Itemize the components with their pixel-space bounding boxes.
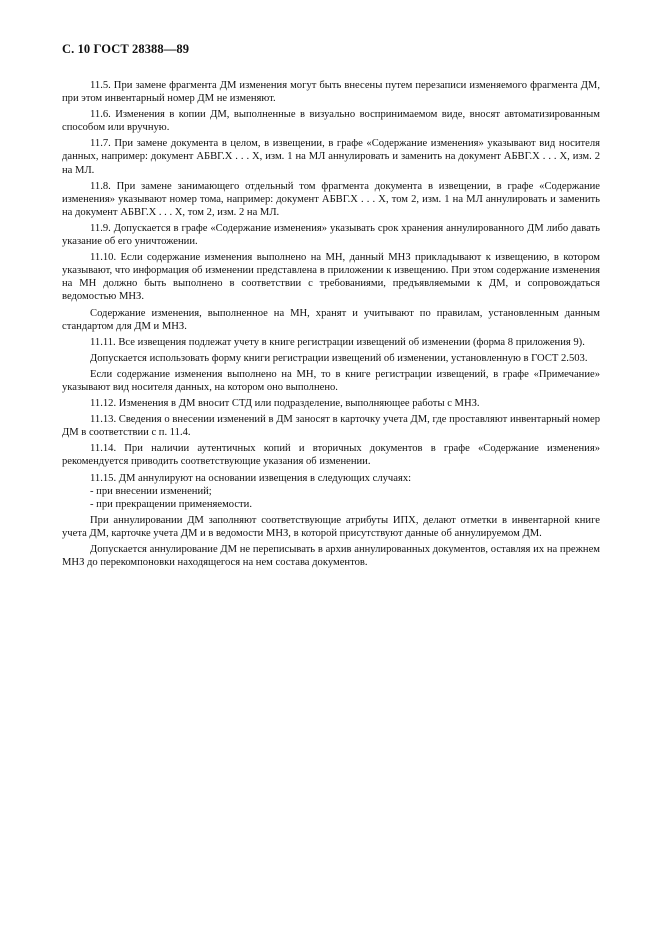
paragraph-11-12: 11.12. Изменения в ДМ вносит СТД или подразделение, выполняющее работы с МНЗ. xyxy=(90,398,480,410)
list-item: - при прекращении применяемости. xyxy=(90,498,252,510)
page-header: С. 10 ГОСТ 28388—89 xyxy=(62,42,190,56)
list-item: - при внесении изменений; xyxy=(90,485,212,497)
paragraph-annulment: При аннулировании ДМ заполняют соответствующие атрибуты ИПХ, делают отметки в инвентарной книге учета ДМ, карточке учета ДМ и в ведомости МНЗ, в которой присутствуют данные об аннулируемом ДМ. xyxy=(62,514,600,539)
paragraph-11-9: 11.9. Допускается в графе «Содержание изменения» указывать срок хранения аннулированного ДМ либо давать указание об его уничтожении. xyxy=(62,222,600,248)
paragraph-11-7: 11.7. При замене документа в целом, в извещении, в графе «Содержание изменения» указывают вид носителя данных, например: документ АБВГ.Х . . . Х, изм. 1 на МЛ аннулировать и заменить на документ АБВГ.Х . . . Х, изм. 2 на МЛ. xyxy=(62,138,600,176)
paragraph-11-15: 11.15. ДМ аннулируют на основании извещения в следующих случаях: xyxy=(90,472,412,484)
paragraph-11-10: 11.10. Если содержание изменения выполнено на МН, данный МНЗ прикладывают к извещению, в котором указывают, что информация об изменении представлена в приложении к извещению. При этом содержание изменения на МН должно быть выполнено в соответствии с требованиями, предъявляемыми к ДМ, и сопровождаться ведомостью МНЗ. xyxy=(62,252,600,303)
paragraph-11-14: 11.14. При наличии аутентичных копий и вторичных документов в графе «Содержание изменения» рекомендуется приводить соответствующие указания об изменении. xyxy=(62,443,600,468)
paragraph-11-11-note-2: Если содержание изменения выполнено на МН, то в книге регистрации извещений, в графе «Примечание» указывают вид носителя данных, на котором оно выполнено. xyxy=(62,368,600,393)
paragraph-11-5: 11.5. При замене фрагмента ДМ изменения могут быть внесены путем перезаписи изменяемого фрагмента ДМ, при этом инвентарный номер ДМ не изменяют. xyxy=(62,80,600,105)
paragraph-11-11: 11.11. Все извещения подлежат учету в книге регистрации извещений об изменении (форма 8 приложения 9). xyxy=(90,336,585,348)
paragraph-11-6: 11.6. Изменения в копии ДМ, выполненные в визуально воспринимаемом виде, вносят автоматизированным способом или вручную. xyxy=(62,109,600,134)
paragraph-11-13: 11.13. Сведения о внесении изменений в ДМ заносят в карточку учета ДМ, где проставляют инвентарный номер ДМ в соответствии с п. 11.4. xyxy=(62,414,600,439)
paragraph-11-8: 11.8. При замене занимающего отдельный том фрагмента документа в извещении, в графе «Содержание изменения» указывают номер тома, например: документ АБВГ.Х . . . Х, том 2, изм. 1 на МЛ аннулировать и заменить на документ АБВГ.Х . . . Х, том 2, изм. 2 на МЛ. xyxy=(62,180,600,218)
document-body xyxy=(62,79,600,572)
paragraph-11-11-note-1: Допускается использовать форму книги регистрации извещений об изменении, установленную в ГОСТ 2.503. xyxy=(90,352,588,364)
paragraph-11-10-note: Содержание изменения, выполненное на МН, хранят и учитывают по правилам, установленным данным стандартом для ДМ и МНЗ. xyxy=(62,307,600,332)
paragraph-annulment-note: Допускается аннулирование ДМ не переписывать в архив аннулированных документов, оставляя их на прежнем МНЗ до перекомпоновки находящегося на нем состава документов. xyxy=(62,544,600,569)
